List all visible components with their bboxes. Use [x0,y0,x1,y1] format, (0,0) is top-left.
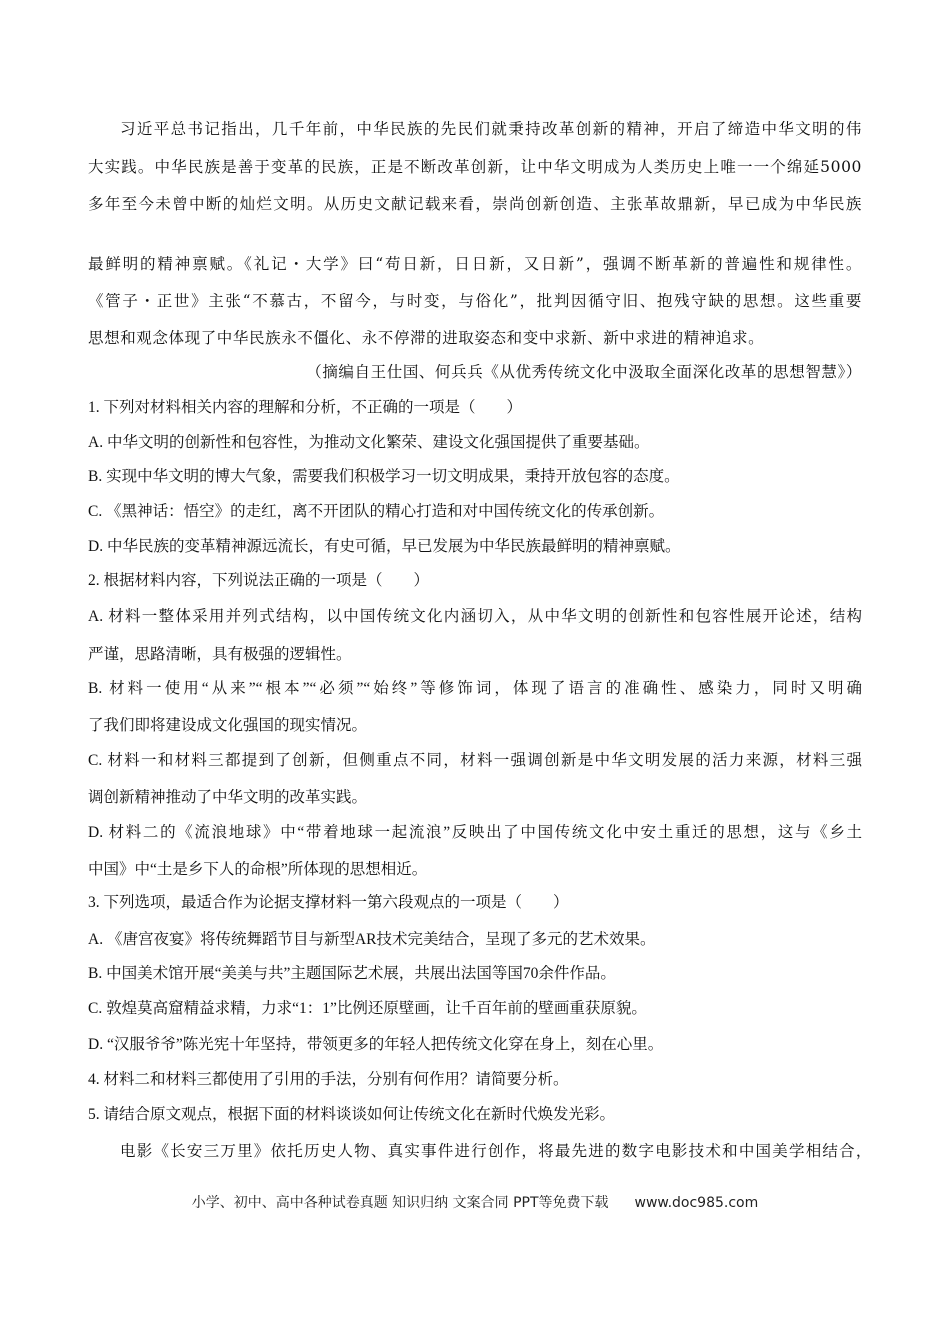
material-paragraph-line: 大实践。中华民族是善于变革的民族，正是不断改革创新，让中华文明成为人类历史上唯一一个绵延5000 [88,158,862,176]
question-stem: 3. 下列选项，最适合作为论据支撑材料一第六段观点的一项是（ ） [88,894,569,911]
option-d: D. “汉服爷爷”陈光宪十年坚持，带领更多的年轻人把传统文化穿在身上，刻在心里。 [88,1036,664,1053]
material-paragraph-line: 思想和观念体现了中华民族永不僵化、永不停滞的进取姿态和变中求新、新中求进的精神追求。 [88,329,765,347]
option-c-continued: 调创新精神推动了中华文明的改革实践。 [88,789,368,806]
option-a: A. 材料一整体采用并列式结构，以中国传统文化内涵切入，从中华文明的创新性和包容性展开论述，结构 [88,608,862,625]
option-b: B. 中国美术馆开展“美美与共”主题国际艺术展，共展出法国等国70余件作品。 [88,965,616,982]
closing-material-line: 电影《长安三万里》依托历史人物、真实事件进行创作，将最先进的数字电影技术和中国美学相结合， [120,1142,872,1160]
material-paragraph-line: 多年至今未曾中断的灿烂文明。从历史文献记载来看，崇尚创新创造、主张革故鼎新，早已成为中华民族 [88,195,862,213]
option-d: D. 材料二的《流浪地球》中“带着地球一起流浪”反映出了中国传统文化中安土重迁的思想，这与《乡土 [88,824,862,841]
material-paragraph-line: 《管子・正世》主张“不慕古，不留今，与时变，与俗化”，批判因循守旧、抱残守缺的思想。这些重要 [88,292,862,310]
option-a: A. 中华文明的创新性和包容性，为推动文化繁荣、建设文化强国提供了重要基础。 [88,434,650,451]
option-b-continued: 了我们即将建设成文化强国的现实情况。 [88,717,368,734]
footer-text: 小学、初中、高中各种试卷真题 知识归纳 文案合同 PPT等免费下载 [191,1195,609,1211]
option-a-continued: 严谨，思路清晰，具有极强的逻辑性。 [88,646,352,663]
question-stem: 1. 下列对材料相关内容的理解和分析，不正确的一项是（ ） [88,399,523,416]
footer-url[interactable]: www.doc985.com [634,1195,759,1211]
material-paragraph-line: 习近平总书记指出，几千年前，中华民族的先民们就秉持改革创新的精神，开启了缔造中华文明的伟 [120,120,862,138]
option-b: B. 材料一使用“从来”“根本”“必须”“始终”等修饰词，体现了语言的准确性、感染力，同时又明确 [88,680,862,697]
material-paragraph-line: 最鲜明的精神禀赋。《礼记・大学》曰“苟日新，日日新，又日新”，强调不断革新的普遍性和规律性。 [88,255,862,273]
question-stem: 5. 请结合原文观点，根据下面的材料谈谈如何让传统文化在新时代焕发光彩。 [88,1106,616,1123]
option-b: B. 实现中华文明的博大气象，需要我们积极学习一切文明成果，秉持开放包容的态度。 [88,468,680,485]
material-source: （摘编自王仕国、何兵兵《从优秀传统文化中汲取全面深化改革的思想智慧》） [306,363,862,381]
page-footer [0,1192,950,1212]
option-d: D. 中华民族的变革精神源远流长，有史可循，早已发展为中华民族最鲜明的精神禀赋。 [88,538,681,555]
option-c: C. 敦煌莫高窟精益求精，力求“1：1”比例还原壁画，让千百年前的壁画重获原貌。 [88,1000,647,1017]
option-c: C. 材料一和材料三都提到了创新，但侧重点不同，材料一强调创新是中华文明发展的活力来源，材料三强 [88,752,862,769]
question-stem: 4. 材料二和材料三都使用了引用的手法，分别有何作用？请简要分析。 [88,1071,569,1088]
option-c: C. 《黑神话：悟空》的走红，离不开团队的精心打造和对中国传统文化的传承创新。 [88,503,665,520]
option-d-continued: 中国》中“土是乡下人的命根”所体现的思想相近。 [88,861,428,878]
question-stem: 2. 根据材料内容，下列说法正确的一项是（ ） [88,572,430,589]
option-a: A. 《唐宫夜宴》将传统舞蹈节目与新型AR技术完美结合，呈现了多元的艺术效果。 [88,931,656,948]
